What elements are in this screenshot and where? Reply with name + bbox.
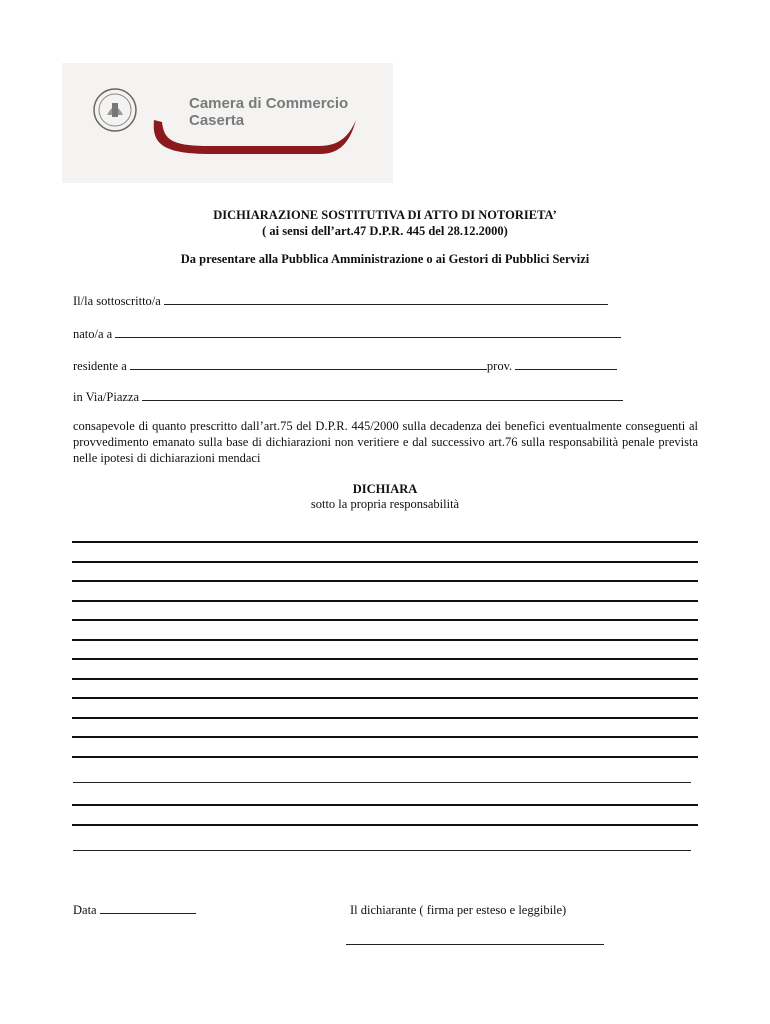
- declaration-line[interactable]: [73, 782, 691, 783]
- nato-input[interactable]: [115, 327, 621, 338]
- residente-label: residente a: [73, 359, 127, 373]
- via-label: in Via/Piazza: [73, 390, 140, 404]
- declaration-line[interactable]: [72, 697, 698, 699]
- sottoscritto-row: [73, 294, 608, 309]
- declaration-line[interactable]: [72, 561, 698, 563]
- declaration-line[interactable]: [72, 824, 698, 826]
- declaration-line[interactable]: [72, 756, 698, 758]
- declaration-line[interactable]: [72, 736, 698, 738]
- firma-label: Il dichiarante ( firma per esteso e leggibile): [350, 903, 567, 917]
- via-input[interactable]: [142, 390, 623, 401]
- declaration-line[interactable]: [72, 619, 698, 621]
- prov-label: prov.: [486, 359, 513, 373]
- consapevole-paragraph: consapevole di quanto prescritto dall’art.75 del D.P.R. 445/2000 sulla decadenza dei benefici eventualmente conseguenti al provvedimento emanato sulla base di dichiarazioni non veritiere e dal successivo art.76 sulla responsabilità penale prevista nelle ipotesi di dichiarazioni mendaci: [73, 419, 698, 465]
- declaration-line[interactable]: [72, 804, 698, 806]
- nato-label: nato/a a: [73, 327, 113, 341]
- recipient-line: Da presentare alla Pubblica Amministrazione o ai Gestori di Pubblici Servizi: [180, 252, 590, 266]
- data-row: [73, 903, 196, 918]
- declaration-line[interactable]: [72, 678, 698, 680]
- via-row: [73, 390, 623, 405]
- signature-input[interactable]: [346, 944, 604, 945]
- sottoscritto-label: Il/la sottoscritto/a: [73, 294, 161, 308]
- declaration-line[interactable]: [73, 850, 691, 851]
- residente-row: [73, 359, 617, 374]
- brand-line2: Caserta: [189, 112, 245, 129]
- brand-line1: Camera di Commercio: [189, 95, 349, 112]
- responsabilita-subheading: sotto la propria responsabilità: [310, 497, 460, 511]
- brand-swoosh-icon: [150, 112, 360, 160]
- declaration-line[interactable]: [72, 600, 698, 602]
- dichiara-heading: DICHIARA: [352, 482, 418, 496]
- chamber-seal-icon: [92, 87, 138, 133]
- sottoscritto-input[interactable]: [164, 294, 608, 305]
- data-input[interactable]: [100, 903, 196, 914]
- declaration-line[interactable]: [72, 541, 698, 543]
- declaration-line[interactable]: [72, 658, 698, 660]
- residente-input[interactable]: [130, 359, 487, 370]
- declaration-line[interactable]: [72, 717, 698, 719]
- document-title: [0, 207, 770, 239]
- prov-input[interactable]: [515, 359, 617, 370]
- declaration-line[interactable]: [72, 580, 698, 582]
- nato-row: [73, 327, 621, 342]
- subtitle-line: ( ai sensi dell’art.47 D.P.R. 445 del 28.12.2000): [262, 224, 508, 238]
- declaration-line[interactable]: [72, 639, 698, 641]
- data-label: Data: [73, 903, 97, 917]
- title-line: DICHIARAZIONE SOSTITUTIVA DI ATTO DI NOTORIETA’: [213, 208, 557, 222]
